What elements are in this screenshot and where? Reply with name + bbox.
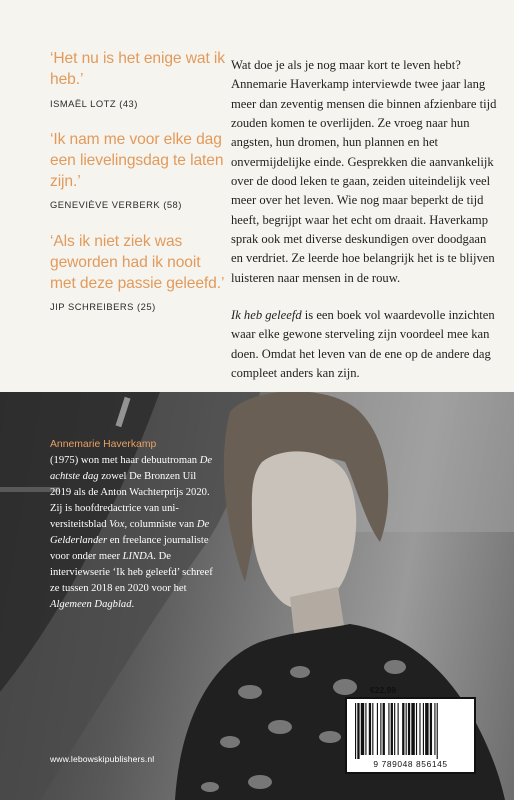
barcode-bar: [365, 703, 366, 755]
barcode-bar: [411, 703, 414, 755]
barcode-bar: [372, 703, 373, 755]
barcode-bar: [406, 703, 407, 755]
bio-text: , columniste van: [124, 519, 197, 531]
barcode-bar: [355, 703, 356, 759]
quote-author: GENEVIÈVE VERBERK (58): [50, 199, 182, 211]
blurb-paragraph-2: [231, 306, 501, 383]
barcode-bar: [361, 703, 364, 755]
book-blurb: [231, 56, 501, 384]
quote-1: [50, 49, 228, 109]
barcode-bar: [423, 703, 424, 755]
isbn-barcode: [345, 697, 476, 774]
barcode-bar: [434, 703, 435, 755]
book-title-italic: Ik heb geleefd: [231, 308, 302, 323]
author-bio: [50, 437, 218, 614]
back-cover-top-panel: [0, 0, 514, 392]
bio-text: zowel De Bronzen Uil 2019 als de Anton Wachterprijs 2020. Zij is hoofdredactrice van universiteitsblad: [50, 471, 210, 531]
barcode-bar: [402, 703, 404, 755]
barcode-bar: [419, 703, 420, 755]
quote-author: JIP SCHREIBERS (25): [50, 301, 156, 313]
barcode-bar: [398, 703, 399, 755]
price-label: €22,99: [370, 685, 396, 695]
quote-text: ‘Als ik niet ziek was geworden had ik nooit met deze passie geleefd.’: [50, 233, 225, 292]
bio-text: en freelance journaliste voor onder meer: [50, 535, 209, 563]
barcode-bar: [369, 703, 371, 755]
quote-author: ISMAËL LOTZ (43): [50, 97, 138, 109]
barcode-bar: [408, 703, 410, 755]
barcode-bar: [391, 703, 393, 755]
publisher-website: www.lebowskipublishers.nl: [50, 754, 155, 764]
blurb-paragraph-1: Wat doe je als je nog maar kort te leven hebt? Annemarie Haverkamp interviewde twee jaar lang meer dan zeventig mensen die binnen afzienbare tijd zouden komen te overlijden. Ze vroeg naar hun angsten, hun dromen, hun plannen en het onvermijdelijke einde. Gesprekken die aanvankelijk over de dood leken te gaan, zeiden uiteindelijk veel meer over het leven. Wie nog maar beperkt de tijd heeft, begrijpt waar het echt om draait. Haverkamp sprak ook met diverse deskundigen over doodgaan en verdriet. Ze leerde hoe belangrijk het is te blijven luisteren naar mensen in de rouw.: [231, 58, 497, 285]
barcode-bar: [437, 703, 438, 759]
barcode-bar: [394, 703, 395, 755]
quote-3: [50, 232, 228, 312]
barcode-bar: [388, 703, 389, 755]
bio-text: (1975) won met haar debuutroman: [50, 455, 200, 467]
bio-text: . De interviewserie ‘Ik heb geleefd’ schreef ze tussen 2018 en 2020 voor het: [50, 551, 213, 595]
bio-italic-title: Algemeen Dagblad: [50, 599, 132, 611]
bio-italic-title: De achtste dag: [50, 455, 213, 483]
barcode-bar: [416, 703, 417, 755]
barcode-bar: [377, 703, 378, 755]
bio-italic-title: LINDA: [122, 551, 154, 563]
blurb-paragraph-2-text: is een boek vol waardevolle inzichten waar elke gewone sterveling zijn voordeel mee kan doen. Omdat het leven van de ene op de andere dag compleet anders kan zijn.: [231, 308, 495, 381]
bio-italic-title: Vox: [109, 519, 125, 531]
quote-text: ‘Het nu is het enige wat ik heb.’: [50, 50, 225, 88]
quote-2: [50, 130, 228, 210]
barcode-bar: [383, 703, 385, 755]
barcode-bar: [380, 703, 381, 755]
barcode-bar: [357, 703, 359, 759]
isbn-number: 9 789048 856145: [373, 759, 448, 769]
barcode-bar: [430, 703, 432, 755]
barcode-bar: [425, 703, 428, 755]
bio-italic-title: De Gelderlander: [50, 519, 210, 547]
bio-text: .: [131, 599, 135, 611]
barcode-bars: [353, 703, 468, 759]
quote-text: ‘Ik nam me voor elke dag een lievelingsdag te laten zijn.’: [50, 131, 224, 190]
author-name: Annemarie Haverkamp: [50, 439, 157, 450]
